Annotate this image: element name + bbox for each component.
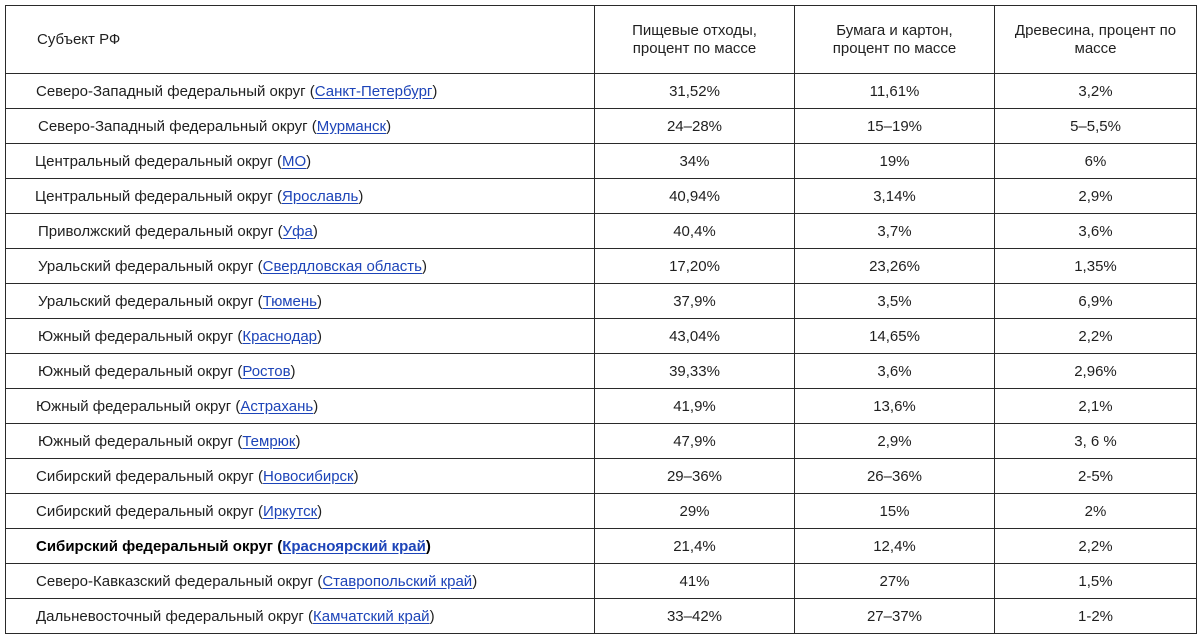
paren-open: ( [253, 502, 264, 520]
city-link[interactable]: Астрахань [240, 397, 314, 415]
district-name: Сибирский федеральный округ [36, 502, 254, 520]
district-name: Северо-Кавказский федеральный округ [36, 572, 314, 590]
cell-subject [6, 214, 595, 249]
district-name: Южный федеральный округ [36, 397, 232, 415]
cell-food-waste: 17,20% [595, 249, 795, 284]
waste-composition-table [5, 5, 1197, 634]
table-row [6, 144, 1197, 179]
cell-wood: 2,2% [995, 319, 1197, 354]
district-name: Приволжский федеральный округ [38, 222, 274, 240]
table-row [6, 319, 1197, 354]
cell-paper-cardboard: 3,7% [795, 214, 995, 249]
cell-subject [6, 564, 595, 599]
city-link[interactable]: Иркутск [263, 502, 318, 520]
cell-subject [6, 319, 595, 354]
cell-food-waste: 47,9% [595, 424, 795, 459]
header-row [6, 6, 1197, 74]
cell-paper-cardboard: 26–36% [795, 459, 995, 494]
city-link[interactable]: Ярославль [282, 187, 359, 205]
city-link[interactable]: Новосибирск [263, 467, 354, 485]
table-body [6, 74, 1197, 634]
paren-open: ( [272, 187, 282, 205]
cell-paper-cardboard: 3,6% [795, 354, 995, 389]
table-row [6, 564, 1197, 599]
cell-subject [6, 354, 595, 389]
city-link[interactable]: Уфа [282, 222, 313, 240]
cell-food-waste: 33–42% [595, 599, 795, 634]
cell-paper-cardboard: 23,26% [795, 249, 995, 284]
cell-subject [6, 389, 595, 424]
cell-wood: 2,96% [995, 354, 1197, 389]
paren-close: ) [472, 572, 478, 590]
paren-open: ( [313, 572, 323, 590]
paren-open: ( [253, 292, 263, 310]
district-name: Центральный федеральный округ [35, 187, 273, 205]
table-row [6, 459, 1197, 494]
cell-paper-cardboard: 15% [795, 494, 995, 529]
paren-close: ) [290, 362, 296, 380]
district-name: Северо-Западный федеральный округ [36, 82, 306, 100]
district-name: Южный федеральный округ [38, 432, 234, 450]
cell-wood: 5–5,5% [995, 109, 1197, 144]
table-row [6, 179, 1197, 214]
cell-food-waste: 31,52% [595, 74, 795, 109]
paren-close: ) [353, 467, 359, 485]
cell-wood: 3,2% [995, 74, 1197, 109]
cell-wood: 2,9% [995, 179, 1197, 214]
cell-food-waste: 43,04% [595, 319, 795, 354]
paren-open: ( [233, 327, 243, 345]
cell-paper-cardboard: 27–37% [795, 599, 995, 634]
table-row [6, 249, 1197, 284]
city-link[interactable]: МО [282, 152, 307, 170]
cell-paper-cardboard: 27% [795, 564, 995, 599]
paren-open: ( [303, 607, 314, 625]
district-name: Уральский федеральный округ [38, 292, 254, 310]
paren-close: ) [432, 82, 438, 100]
table-row [6, 529, 1197, 564]
cell-wood: 6,9% [995, 284, 1197, 319]
cell-wood: 1-2% [995, 599, 1197, 634]
cell-food-waste: 29–36% [595, 459, 795, 494]
paren-close: ) [358, 187, 364, 205]
paren-close: ) [425, 537, 431, 555]
cell-food-waste: 40,94% [595, 179, 795, 214]
city-link[interactable]: Мурманск [316, 117, 387, 135]
cell-subject [6, 109, 595, 144]
cell-subject [6, 529, 595, 564]
district-name: Уральский федеральный округ [38, 257, 254, 275]
header-subject: Субъект РФ [6, 6, 595, 74]
cell-subject [6, 424, 595, 459]
cell-wood: 6% [995, 144, 1197, 179]
table-row [6, 389, 1197, 424]
paren-open: ( [272, 152, 282, 170]
cell-food-waste: 40,4% [595, 214, 795, 249]
paren-close: ) [386, 117, 392, 135]
city-link[interactable]: Темрюк [242, 432, 296, 450]
district-name: Южный федеральный округ [38, 327, 234, 345]
cell-wood: 3, 6 % [995, 424, 1197, 459]
city-link[interactable]: Санкт-Петербург [314, 82, 433, 100]
cell-subject [6, 494, 595, 529]
district-name: Южный федеральный округ [38, 362, 234, 380]
paren-open: ( [233, 362, 243, 380]
city-link[interactable]: Тюмень [262, 292, 317, 310]
city-link[interactable]: Красноярский край [282, 537, 426, 555]
city-link[interactable]: Ставропольский край [322, 572, 473, 590]
district-name: Сибирский федеральный округ [36, 537, 274, 555]
paren-close: ) [306, 152, 312, 170]
cell-subject [6, 249, 595, 284]
cell-food-waste: 24–28% [595, 109, 795, 144]
cell-wood: 2% [995, 494, 1197, 529]
cell-paper-cardboard: 3,14% [795, 179, 995, 214]
paren-open: ( [253, 467, 264, 485]
district-name: Сибирский федеральный округ [36, 467, 254, 485]
city-link[interactable]: Камчатский край [313, 607, 430, 625]
cell-paper-cardboard: 2,9% [795, 424, 995, 459]
cell-subject [6, 284, 595, 319]
paren-open: ( [307, 117, 317, 135]
cell-subject [6, 74, 595, 109]
header-wood: Древесина, процент по массе [995, 6, 1197, 74]
cell-food-waste: 41,9% [595, 389, 795, 424]
paren-close: ) [317, 502, 323, 520]
paren-close: ) [317, 327, 322, 345]
cell-subject [6, 459, 595, 494]
paren-open: ( [253, 257, 263, 275]
paren-open: ( [305, 82, 315, 100]
cell-paper-cardboard: 14,65% [795, 319, 995, 354]
paren-close: ) [316, 292, 322, 310]
paren-open: ( [273, 537, 283, 555]
table-row [6, 284, 1197, 319]
table-row [6, 494, 1197, 529]
header-food-waste: Пищевые отходы, процент по массе [595, 6, 795, 74]
cell-wood: 3,6% [995, 214, 1197, 249]
cell-paper-cardboard: 15–19% [795, 109, 995, 144]
district-name: Северо-Западный федеральный округ [38, 117, 308, 135]
table-row [6, 214, 1197, 249]
city-link[interactable]: Свердловская область [262, 257, 422, 275]
cell-wood: 1,5% [995, 564, 1197, 599]
table-row [6, 74, 1197, 109]
cell-subject [6, 179, 595, 214]
cell-paper-cardboard: 11,61% [795, 74, 995, 109]
cell-food-waste: 21,4% [595, 529, 795, 564]
paren-close: ) [429, 607, 435, 625]
cell-paper-cardboard: 3,5% [795, 284, 995, 319]
paren-close: ) [312, 222, 318, 240]
paren-close: ) [295, 432, 301, 450]
table-row [6, 599, 1197, 634]
cell-subject [6, 599, 595, 634]
paren-open: ( [233, 432, 243, 450]
header-paper-cardboard: Бумага и картон, процент по массе [795, 6, 995, 74]
paren-close: ) [422, 257, 427, 275]
table-row [6, 109, 1197, 144]
cell-paper-cardboard: 19% [795, 144, 995, 179]
cell-food-waste: 41% [595, 564, 795, 599]
district-name: Центральный федеральный округ [35, 152, 273, 170]
cell-food-waste: 29% [595, 494, 795, 529]
cell-wood: 2-5% [995, 459, 1197, 494]
paren-open: ( [231, 397, 241, 415]
cell-food-waste: 37,9% [595, 284, 795, 319]
district-name: Дальневосточный федеральный округ [36, 607, 304, 625]
cell-wood: 2,2% [995, 529, 1197, 564]
table-header [6, 6, 1197, 74]
table-row [6, 354, 1197, 389]
cell-paper-cardboard: 12,4% [795, 529, 995, 564]
table-row [6, 424, 1197, 459]
cell-subject [6, 144, 595, 179]
paren-open: ( [273, 222, 283, 240]
cell-food-waste: 34% [595, 144, 795, 179]
city-link[interactable]: Ростов [242, 362, 291, 380]
cell-wood: 2,1% [995, 389, 1197, 424]
paren-close: ) [313, 397, 319, 415]
cell-wood: 1,35% [995, 249, 1197, 284]
cell-paper-cardboard: 13,6% [795, 389, 995, 424]
city-link[interactable]: Краснодар [242, 327, 317, 345]
cell-food-waste: 39,33% [595, 354, 795, 389]
